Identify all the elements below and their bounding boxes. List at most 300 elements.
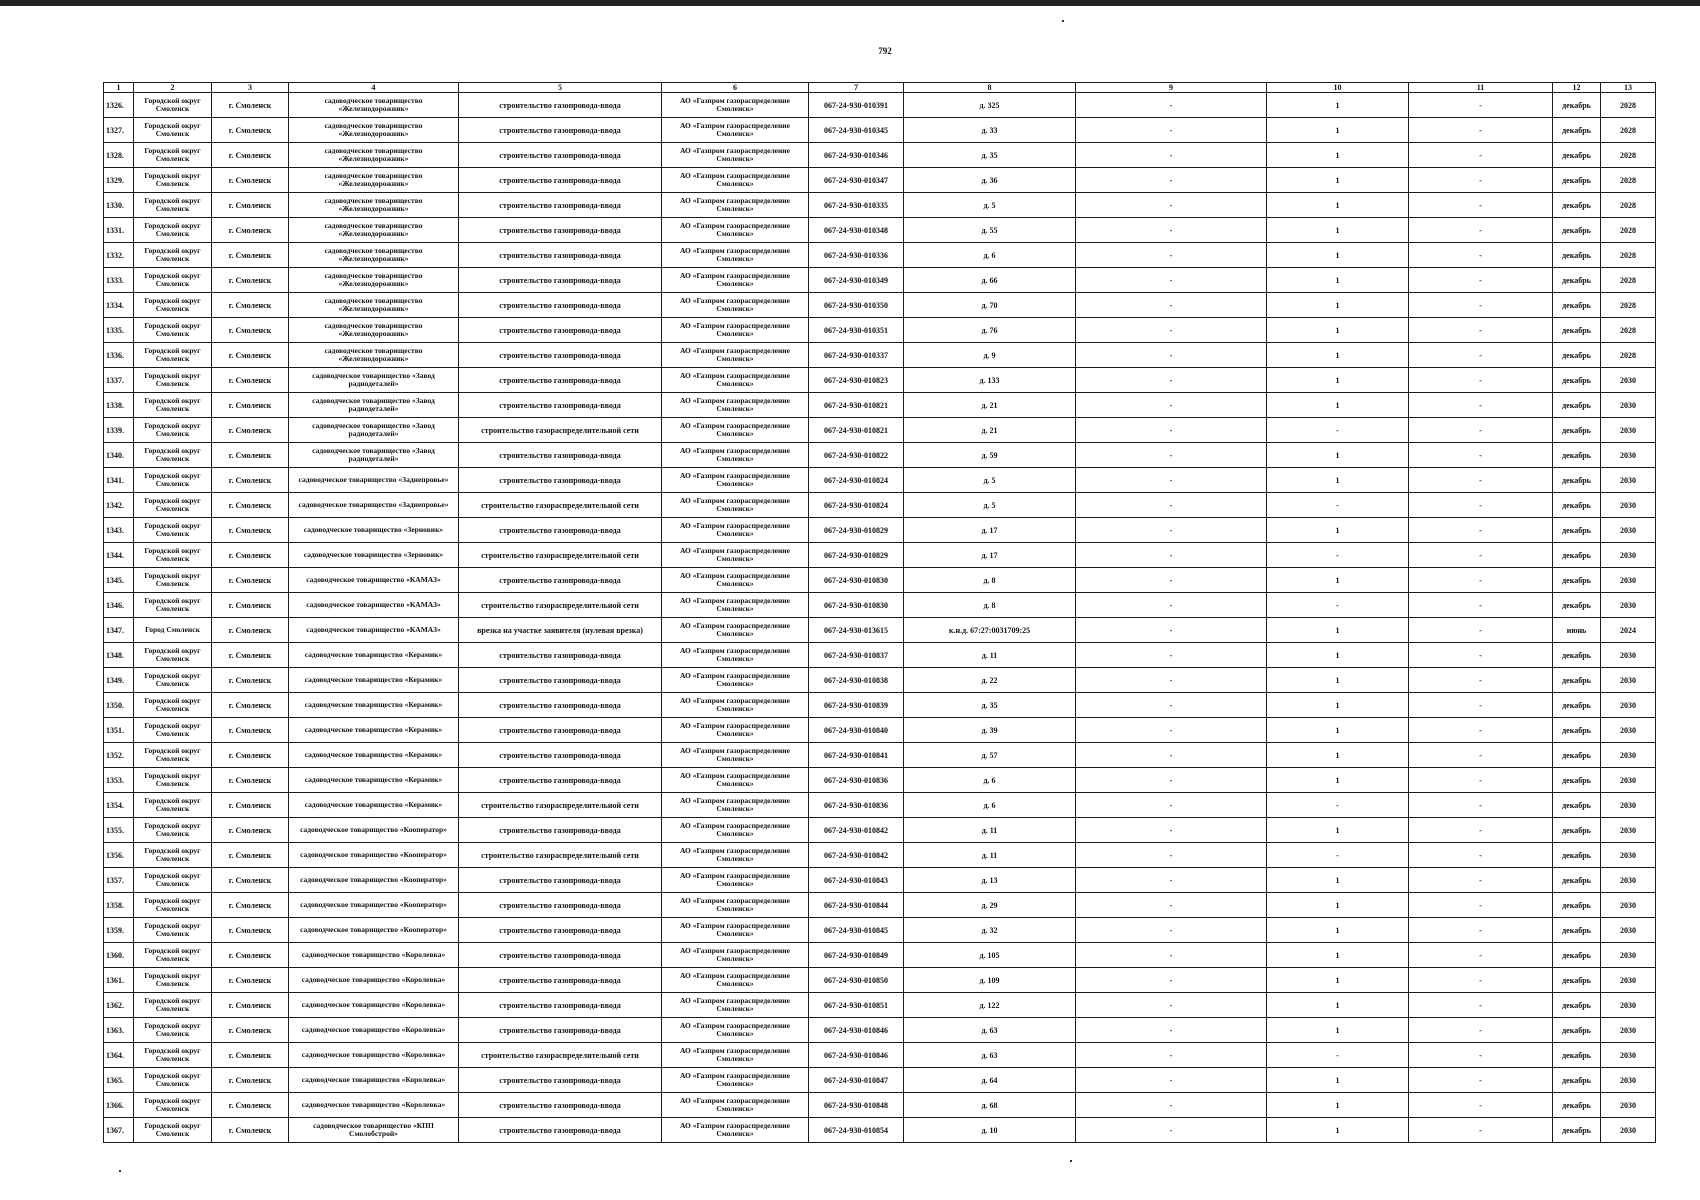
network-operator: АО «Газпром газораспределение Смоленск» <box>662 393 809 418</box>
application-number: 067-24-930-010846 <box>809 1018 904 1043</box>
settlement-name: садоводческое товарищество «Заднепровье» <box>289 493 459 518</box>
cell-11: - <box>1409 1093 1553 1118</box>
locality: г. Смоленск <box>212 443 289 468</box>
cell-9: - <box>1076 718 1267 743</box>
cell-10: 1 <box>1267 368 1409 393</box>
application-number: 067-24-930-010847 <box>809 1068 904 1093</box>
locality: г. Смоленск <box>212 743 289 768</box>
cell-9: - <box>1076 493 1267 518</box>
cell-11: - <box>1409 1018 1553 1043</box>
application-number: 067-24-930-010351 <box>809 318 904 343</box>
municipality: Городской округ Смоленск <box>134 1018 212 1043</box>
work-type: строительство газопровода-ввода <box>459 468 662 493</box>
address: д. 59 <box>904 443 1076 468</box>
row-number: 1351. <box>104 718 134 743</box>
table-row <box>104 1118 1656 1143</box>
municipality: Городской округ Смоленск <box>134 818 212 843</box>
row-number: 1346. <box>104 593 134 618</box>
cell-11: - <box>1409 1043 1553 1068</box>
row-number: 1330. <box>104 193 134 218</box>
table-row <box>104 1043 1656 1068</box>
table-row <box>104 593 1656 618</box>
month: июнь <box>1553 618 1601 643</box>
locality: г. Смоленск <box>212 593 289 618</box>
year: 2028 <box>1601 143 1656 168</box>
municipality: Городской округ Смоленск <box>134 443 212 468</box>
cell-9: - <box>1076 418 1267 443</box>
settlement-name: садоводческое товарищество «Завод радиодеталей» <box>289 443 459 468</box>
cell-10: - <box>1267 843 1409 868</box>
work-type: строительство газопровода-ввода <box>459 818 662 843</box>
row-number: 1347. <box>104 618 134 643</box>
application-number: 067-24-930-010823 <box>809 368 904 393</box>
locality: г. Смоленск <box>212 868 289 893</box>
application-number: 067-24-930-010844 <box>809 893 904 918</box>
settlement-name: садоводческое товарищество «Заднепровье» <box>289 468 459 493</box>
municipality: Городской округ Смоленск <box>134 1118 212 1143</box>
row-number: 1337. <box>104 368 134 393</box>
work-type: строительство газопровода-ввода <box>459 243 662 268</box>
month: декабрь <box>1553 218 1601 243</box>
column-header: 4 <box>289 83 459 93</box>
cell-9: - <box>1076 768 1267 793</box>
row-number: 1334. <box>104 293 134 318</box>
application-number: 067-24-930-010391 <box>809 93 904 118</box>
column-header: 11 <box>1409 83 1553 93</box>
row-number: 1328. <box>104 143 134 168</box>
application-number: 067-24-930-010851 <box>809 993 904 1018</box>
work-type: строительство газораспределительной сети <box>459 793 662 818</box>
row-number: 1331. <box>104 218 134 243</box>
locality: г. Смоленск <box>212 218 289 243</box>
month: декабрь <box>1553 368 1601 393</box>
cell-9: - <box>1076 968 1267 993</box>
cell-11: - <box>1409 668 1553 693</box>
row-number: 1356. <box>104 843 134 868</box>
municipality: Городской округ Смоленск <box>134 993 212 1018</box>
row-number: 1332. <box>104 243 134 268</box>
cell-10: 1 <box>1267 968 1409 993</box>
month: декабрь <box>1553 693 1601 718</box>
network-operator: АО «Газпром газораспределение Смоленск» <box>662 243 809 268</box>
application-number: 067-24-930-010838 <box>809 668 904 693</box>
application-number: 067-24-930-010829 <box>809 518 904 543</box>
application-number: 067-24-930-010821 <box>809 418 904 443</box>
cell-10: 1 <box>1267 818 1409 843</box>
row-number: 1350. <box>104 693 134 718</box>
cell-11: - <box>1409 218 1553 243</box>
work-type: строительство газораспределительной сети <box>459 543 662 568</box>
row-number: 1359. <box>104 918 134 943</box>
settlement-name: садоводческое товарищество «Королевка» <box>289 1093 459 1118</box>
municipality: Городской округ Смоленск <box>134 268 212 293</box>
year: 2030 <box>1601 693 1656 718</box>
year: 2030 <box>1601 793 1656 818</box>
application-number: 067-24-930-010854 <box>809 1118 904 1143</box>
locality: г. Смоленск <box>212 368 289 393</box>
year: 2030 <box>1601 493 1656 518</box>
month: декабрь <box>1553 818 1601 843</box>
address: д. 35 <box>904 143 1076 168</box>
cell-11: - <box>1409 543 1553 568</box>
municipality: Городской округ Смоленск <box>134 393 212 418</box>
address: д. 6 <box>904 768 1076 793</box>
network-operator: АО «Газпром газораспределение Смоленск» <box>662 668 809 693</box>
work-type: строительство газораспределительной сети <box>459 843 662 868</box>
cell-10: 1 <box>1267 993 1409 1018</box>
cell-9: - <box>1076 993 1267 1018</box>
cell-9: - <box>1076 1018 1267 1043</box>
year: 2030 <box>1601 568 1656 593</box>
cell-9: - <box>1076 643 1267 668</box>
address: д. 21 <box>904 418 1076 443</box>
network-operator: АО «Газпром газораспределение Смоленск» <box>662 793 809 818</box>
locality: г. Смоленск <box>212 768 289 793</box>
cell-10: 1 <box>1267 1118 1409 1143</box>
application-number: 067-24-930-010829 <box>809 543 904 568</box>
cell-9: - <box>1076 168 1267 193</box>
year: 2028 <box>1601 318 1656 343</box>
month: декабрь <box>1553 1093 1601 1118</box>
application-number: 067-24-930-010337 <box>809 343 904 368</box>
municipality: Городской округ Смоленск <box>134 168 212 193</box>
settlement-name: садоводческое товарищество «КПП Смолобстрой» <box>289 1118 459 1143</box>
cell-11: - <box>1409 618 1553 643</box>
settlement-name: садоводческое товарищество «Железнодорожник» <box>289 218 459 243</box>
network-operator: АО «Газпром газораспределение Смоленск» <box>662 843 809 868</box>
network-operator: АО «Газпром газораспределение Смоленск» <box>662 693 809 718</box>
year: 2030 <box>1601 418 1656 443</box>
cell-9: - <box>1076 143 1267 168</box>
application-number: 067-24-930-010349 <box>809 268 904 293</box>
year: 2024 <box>1601 618 1656 643</box>
cell-9: - <box>1076 893 1267 918</box>
table-row <box>104 718 1656 743</box>
municipality: Городской округ Смоленск <box>134 543 212 568</box>
table-row <box>104 318 1656 343</box>
network-operator: АО «Газпром газораспределение Смоленск» <box>662 443 809 468</box>
cell-9: - <box>1076 743 1267 768</box>
work-type: строительство газопровода-ввода <box>459 318 662 343</box>
municipality: Городской округ Смоленск <box>134 693 212 718</box>
cell-11: - <box>1409 193 1553 218</box>
month: декабрь <box>1553 93 1601 118</box>
row-number: 1335. <box>104 318 134 343</box>
municipality: Городской округ Смоленск <box>134 1093 212 1118</box>
cell-10: 1 <box>1267 893 1409 918</box>
row-number: 1349. <box>104 668 134 693</box>
table-row <box>104 168 1656 193</box>
cell-10: 1 <box>1267 93 1409 118</box>
address: д. 10 <box>904 1118 1076 1143</box>
settlement-name: садоводческое товарищество «Керамик» <box>289 793 459 818</box>
cell-11: - <box>1409 1118 1553 1143</box>
settlement-name: садоводческое товарищество «Королевка» <box>289 968 459 993</box>
locality: г. Смоленск <box>212 568 289 593</box>
municipality: Городской округ Смоленск <box>134 368 212 393</box>
cell-9: - <box>1076 268 1267 293</box>
application-number: 067-24-930-010348 <box>809 218 904 243</box>
month: декабрь <box>1553 1118 1601 1143</box>
cell-10: 1 <box>1267 143 1409 168</box>
year: 2028 <box>1601 343 1656 368</box>
locality: г. Смоленск <box>212 1118 289 1143</box>
work-type: строительство газораспределительной сети <box>459 1043 662 1068</box>
cell-10: 1 <box>1267 168 1409 193</box>
municipality: Городской округ Смоленск <box>134 193 212 218</box>
month: декабрь <box>1553 243 1601 268</box>
application-number: 067-24-930-010846 <box>809 1043 904 1068</box>
application-number: 067-24-930-010836 <box>809 793 904 818</box>
year: 2030 <box>1601 468 1656 493</box>
cell-10: 1 <box>1267 393 1409 418</box>
network-operator: АО «Газпром газораспределение Смоленск» <box>662 968 809 993</box>
address: д. 57 <box>904 743 1076 768</box>
municipality: Городской округ Смоленск <box>134 843 212 868</box>
settlement-name: садоводческое товарищество «Королевка» <box>289 993 459 1018</box>
network-operator: АО «Газпром газораспределение Смоленск» <box>662 1093 809 1118</box>
application-number: 067-24-930-010840 <box>809 718 904 743</box>
year: 2028 <box>1601 268 1656 293</box>
cell-11: - <box>1409 568 1553 593</box>
municipality: Городской округ Смоленск <box>134 93 212 118</box>
municipality: Городской округ Смоленск <box>134 593 212 618</box>
row-number: 1365. <box>104 1068 134 1093</box>
row-number: 1360. <box>104 943 134 968</box>
address: д. 122 <box>904 993 1076 1018</box>
month: декабрь <box>1553 793 1601 818</box>
cell-10: 1 <box>1267 268 1409 293</box>
cell-10: 1 <box>1267 343 1409 368</box>
row-number: 1367. <box>104 1118 134 1143</box>
cell-9: - <box>1076 343 1267 368</box>
cell-10: 1 <box>1267 443 1409 468</box>
cell-11: - <box>1409 943 1553 968</box>
year: 2030 <box>1601 993 1656 1018</box>
table-row <box>104 393 1656 418</box>
application-number: 067-24-930-010837 <box>809 643 904 668</box>
row-number: 1358. <box>104 893 134 918</box>
cell-10: 1 <box>1267 1068 1409 1093</box>
cell-9: - <box>1076 668 1267 693</box>
settlement-name: садоводческое товарищество «КАМАЗ» <box>289 568 459 593</box>
network-operator: АО «Газпром газораспределение Смоленск» <box>662 643 809 668</box>
year: 2030 <box>1601 543 1656 568</box>
cell-11: - <box>1409 818 1553 843</box>
cell-9: - <box>1076 468 1267 493</box>
application-number: 067-24-930-010850 <box>809 968 904 993</box>
work-type: строительство газопровода-ввода <box>459 518 662 543</box>
locality: г. Смоленск <box>212 168 289 193</box>
month: декабрь <box>1553 443 1601 468</box>
settlement-name: садоводческое товарищество «Керамик» <box>289 643 459 668</box>
work-type: строительство газораспределительной сети <box>459 493 662 518</box>
table-row <box>104 143 1656 168</box>
network-operator: АО «Газпром газораспределение Смоленск» <box>662 893 809 918</box>
cell-11: - <box>1409 1068 1553 1093</box>
page-number: 792 <box>878 46 892 56</box>
table-row <box>104 218 1656 243</box>
month: декабрь <box>1553 993 1601 1018</box>
address: д. 8 <box>904 568 1076 593</box>
address: д. 5 <box>904 193 1076 218</box>
month: декабрь <box>1553 968 1601 993</box>
address: д. 11 <box>904 643 1076 668</box>
settlement-name: садоводческое товарищество «Железнодорожник» <box>289 268 459 293</box>
cell-11: - <box>1409 868 1553 893</box>
cell-10: 1 <box>1267 1018 1409 1043</box>
year: 2030 <box>1601 1018 1656 1043</box>
network-operator: АО «Газпром газораспределение Смоленск» <box>662 618 809 643</box>
column-header: 3 <box>212 83 289 93</box>
settlement-name: садоводческое товарищество «Завод радиодеталей» <box>289 393 459 418</box>
settlement-name: садоводческое товарищество «Королевка» <box>289 1018 459 1043</box>
month: декабрь <box>1553 193 1601 218</box>
application-number: 067-24-930-010824 <box>809 468 904 493</box>
application-number: 067-24-930-010842 <box>809 818 904 843</box>
month: декабрь <box>1553 918 1601 943</box>
year: 2028 <box>1601 243 1656 268</box>
table-row <box>104 1018 1656 1043</box>
application-number: 067-24-930-010841 <box>809 743 904 768</box>
network-operator: АО «Газпром газораспределение Смоленск» <box>662 868 809 893</box>
month: декабрь <box>1553 543 1601 568</box>
cell-11: - <box>1409 743 1553 768</box>
year: 2028 <box>1601 118 1656 143</box>
column-header: 1 <box>104 83 134 93</box>
register-table <box>103 82 1656 1143</box>
locality: г. Смоленск <box>212 643 289 668</box>
table-row <box>104 868 1656 893</box>
cell-11: - <box>1409 643 1553 668</box>
cell-9: - <box>1076 193 1267 218</box>
year: 2030 <box>1601 893 1656 918</box>
cell-10: 1 <box>1267 118 1409 143</box>
address: д. 105 <box>904 943 1076 968</box>
year: 2030 <box>1601 768 1656 793</box>
cell-11: - <box>1409 243 1553 268</box>
network-operator: АО «Газпром газораспределение Смоленск» <box>662 593 809 618</box>
year: 2030 <box>1601 1068 1656 1093</box>
municipality: Городской округ Смоленск <box>134 668 212 693</box>
column-header: 5 <box>459 83 662 93</box>
settlement-name: садоводческое товарищество «Железнодорожник» <box>289 293 459 318</box>
row-number: 1345. <box>104 568 134 593</box>
year: 2030 <box>1601 668 1656 693</box>
address: д. 68 <box>904 1093 1076 1118</box>
network-operator: АО «Газпром газораспределение Смоленск» <box>662 1018 809 1043</box>
table-row <box>104 343 1656 368</box>
month: декабрь <box>1553 668 1601 693</box>
cell-9: - <box>1076 793 1267 818</box>
table-row <box>104 618 1656 643</box>
locality: г. Смоленск <box>212 718 289 743</box>
row-number: 1339. <box>104 418 134 443</box>
municipality: Город Смоленск <box>134 618 212 643</box>
application-number: 067-24-930-010842 <box>809 843 904 868</box>
cell-11: - <box>1409 993 1553 1018</box>
scan-speck <box>119 1170 121 1172</box>
municipality: Городской округ Смоленск <box>134 343 212 368</box>
cell-10: - <box>1267 543 1409 568</box>
month: декабрь <box>1553 493 1601 518</box>
network-operator: АО «Газпром газораспределение Смоленск» <box>662 818 809 843</box>
row-number: 1353. <box>104 768 134 793</box>
cell-9: - <box>1076 318 1267 343</box>
table-row <box>104 968 1656 993</box>
work-type: строительство газопровода-ввода <box>459 918 662 943</box>
cell-9: - <box>1076 93 1267 118</box>
work-type: строительство газопровода-ввода <box>459 1093 662 1118</box>
application-number: 067-24-930-010849 <box>809 943 904 968</box>
cell-9: - <box>1076 1068 1267 1093</box>
cell-9: - <box>1076 218 1267 243</box>
application-number: 067-24-930-010346 <box>809 143 904 168</box>
locality: г. Смоленск <box>212 93 289 118</box>
settlement-name: садоводческое товарищество «Кооператор» <box>289 843 459 868</box>
month: декабрь <box>1553 1043 1601 1068</box>
cell-10: 1 <box>1267 768 1409 793</box>
cell-10: 1 <box>1267 668 1409 693</box>
work-type: строительство газораспределительной сети <box>459 418 662 443</box>
settlement-name: садоводческое товарищество «Железнодорожник» <box>289 343 459 368</box>
month: декабрь <box>1553 1068 1601 1093</box>
work-type: строительство газораспределительной сети <box>459 593 662 618</box>
cell-11: - <box>1409 368 1553 393</box>
work-type: строительство газопровода-ввода <box>459 993 662 1018</box>
network-operator: АО «Газпром газораспределение Смоленск» <box>662 543 809 568</box>
cell-9: - <box>1076 1093 1267 1118</box>
table-row <box>104 368 1656 393</box>
cell-11: - <box>1409 518 1553 543</box>
work-type: врезка на участке заявителя (нулевая врезка) <box>459 618 662 643</box>
cell-10: - <box>1267 793 1409 818</box>
cell-9: - <box>1076 243 1267 268</box>
month: декабрь <box>1553 168 1601 193</box>
row-number: 1355. <box>104 818 134 843</box>
settlement-name: садоводческое товарищество «Керамик» <box>289 768 459 793</box>
cell-10: - <box>1267 1043 1409 1068</box>
municipality: Городской округ Смоленск <box>134 768 212 793</box>
row-number: 1342. <box>104 493 134 518</box>
column-header: 9 <box>1076 83 1267 93</box>
settlement-name: садоводческое товарищество «Королевка» <box>289 943 459 968</box>
year: 2030 <box>1601 1118 1656 1143</box>
table-row <box>104 793 1656 818</box>
municipality: Городской округ Смоленск <box>134 493 212 518</box>
cell-11: - <box>1409 168 1553 193</box>
locality: г. Смоленск <box>212 843 289 868</box>
cell-10: 1 <box>1267 618 1409 643</box>
month: декабрь <box>1553 868 1601 893</box>
table-row <box>104 843 1656 868</box>
locality: г. Смоленск <box>212 143 289 168</box>
cell-10: 1 <box>1267 218 1409 243</box>
year: 2030 <box>1601 843 1656 868</box>
month: декабрь <box>1553 568 1601 593</box>
application-number: 067-24-930-010843 <box>809 868 904 893</box>
settlement-name: садоводческое товарищество «КАМАЗ» <box>289 618 459 643</box>
settlement-name: садоводческое товарищество «Кооператор» <box>289 868 459 893</box>
table-row <box>104 418 1656 443</box>
work-type: строительство газопровода-ввода <box>459 668 662 693</box>
settlement-name: садоводческое товарищество «Зерновик» <box>289 518 459 543</box>
locality: г. Смоленск <box>212 943 289 968</box>
table-row <box>104 818 1656 843</box>
table-row <box>104 493 1656 518</box>
month: декабрь <box>1553 468 1601 493</box>
month: декабрь <box>1553 418 1601 443</box>
